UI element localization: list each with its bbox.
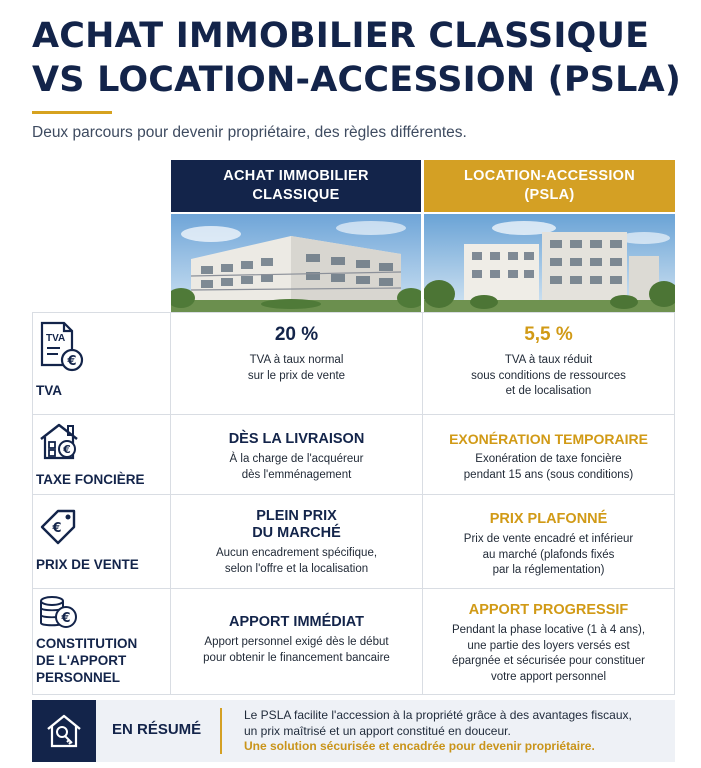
cell-desc-line: votre apport personnel bbox=[490, 670, 607, 683]
column-header-classic-line-2: CLASSIQUE bbox=[252, 187, 340, 203]
row-label-prix-de-vente bbox=[32, 495, 170, 588]
row-label-text: DE L'APPORT bbox=[36, 653, 127, 668]
title-accent-rule bbox=[32, 111, 112, 114]
row-label-text: PERSONNEL bbox=[36, 670, 121, 685]
cell-desc-line: au marché (plafonds fixés bbox=[482, 548, 615, 561]
cell-classic-tva bbox=[171, 323, 422, 384]
row-label-tva bbox=[32, 313, 170, 414]
cell-classic-taxe-fonciere bbox=[171, 430, 422, 483]
coin-stack-euro-icon bbox=[38, 593, 78, 638]
cell-desc-line: À la charge de l'acquéreur bbox=[229, 453, 364, 465]
cell-desc-line: TVA à taux normal bbox=[249, 354, 344, 366]
cell-desc-line: Exonération de taxe foncière bbox=[475, 453, 622, 465]
cell-title: PRIX PLAFONNÉ bbox=[489, 511, 608, 527]
cell-desc-line: et de localisation bbox=[505, 385, 592, 397]
cell-title: DU MARCHÉ bbox=[252, 525, 341, 541]
cell-classic-apport bbox=[171, 613, 422, 666]
summary-badge bbox=[32, 700, 96, 762]
cell-desc-line: Aucun encadrement spécifique, bbox=[215, 547, 378, 559]
row-label-taxe-fonciere bbox=[32, 415, 170, 494]
tva-icon-text: TVA bbox=[46, 333, 66, 344]
cell-desc-line: pendant 15 ans (sous conditions) bbox=[463, 468, 634, 481]
summary-highlight: Une solution sécurisée et encadrée pour devenir propriétaire. bbox=[244, 739, 595, 753]
column-header-classic bbox=[171, 160, 421, 212]
cell-desc-line: dès l'emménagement bbox=[241, 468, 352, 481]
column-header-psla-line-2: (PSLA) bbox=[524, 187, 575, 203]
cell-title: PLEIN PRIX bbox=[256, 508, 337, 524]
svg-text:€: € bbox=[52, 521, 62, 536]
row-label-apport-personnel bbox=[32, 589, 170, 694]
cell-title: APPORT IMMÉDIAT bbox=[228, 614, 365, 630]
svg-text:€: € bbox=[61, 611, 71, 626]
cell-psla-prix-de-vente bbox=[423, 510, 674, 579]
cell-desc-line: selon l'offre et la localisation bbox=[224, 562, 369, 575]
cell-title: 20 % bbox=[274, 324, 319, 345]
cell-desc-line: sous conditions de ressources bbox=[471, 369, 626, 382]
row-label-text: TAXE FONCIÈRE bbox=[36, 472, 145, 487]
tva-document-euro-icon bbox=[38, 321, 88, 378]
summary-title: EN RÉSUMÉ bbox=[112, 721, 202, 738]
cell-desc-line: TVA à taux réduit bbox=[504, 354, 593, 366]
cell-desc-line: une partie des loyers versés est bbox=[467, 639, 630, 652]
summary-line: un prix maîtrisé et un apport constitué en douceur. bbox=[244, 723, 511, 738]
cell-desc-line: épargnée et sécurisée pour constituer bbox=[451, 655, 646, 667]
cell-title: EXONÉRATION TEMPORAIRE bbox=[449, 431, 648, 447]
page-title-line-2: VS LOCATION-ACCESSION (PSLA) bbox=[32, 60, 682, 100]
page-title bbox=[32, 14, 682, 102]
table-border-bottom bbox=[32, 694, 675, 695]
summary-divider bbox=[220, 708, 222, 754]
cell-title: 5,5 % bbox=[524, 324, 573, 345]
svg-text:€: € bbox=[63, 443, 71, 456]
cell-classic-prix-de-vente bbox=[171, 508, 422, 577]
building-photo-classic bbox=[171, 214, 421, 312]
cell-desc-line: sur le prix de vente bbox=[247, 369, 346, 382]
row-label-text: CONSTITUTION bbox=[36, 636, 138, 651]
cell-desc-line: par la réglementation) bbox=[492, 564, 605, 576]
cell-title: DÈS LA LIVRAISON bbox=[228, 431, 365, 447]
summary-text bbox=[244, 708, 632, 755]
summary-banner bbox=[32, 700, 675, 762]
column-header-psla bbox=[424, 160, 675, 212]
price-tag-euro-icon bbox=[38, 505, 82, 550]
building-photo-psla bbox=[424, 214, 675, 312]
cell-psla-taxe-fonciere bbox=[423, 430, 674, 483]
summary-line: Le PSLA facilite l'accession à la propriété grâce à des avantages fiscaux, bbox=[244, 708, 632, 722]
page-title-line-1: ACHAT IMMOBILIER CLASSIQUE bbox=[32, 16, 650, 56]
row-label-text: PRIX DE VENTE bbox=[36, 557, 139, 572]
svg-text:€: € bbox=[67, 354, 77, 369]
cell-title: APPORT PROGRESSIF bbox=[468, 602, 629, 618]
house-euro-icon bbox=[38, 421, 84, 466]
cell-desc-line: Pendant la phase locative (1 à 4 ans), bbox=[451, 624, 646, 636]
table-border-right bbox=[674, 312, 675, 694]
page-subtitle: Deux parcours pour devenir propriétaire, des règles différentes. bbox=[32, 124, 467, 141]
column-header-classic-line-1: ACHAT IMMOBILIER bbox=[223, 168, 369, 184]
cell-psla-apport bbox=[423, 601, 674, 685]
cell-desc-line: pour obtenir le financement bancaire bbox=[203, 651, 390, 664]
row-label-text: TVA bbox=[36, 383, 62, 398]
column-header-psla-line-1: LOCATION-ACCESSION bbox=[463, 168, 636, 184]
cell-desc-line: Apport personnel exigé dès le début bbox=[204, 636, 389, 648]
house-key-icon bbox=[44, 711, 84, 751]
cell-psla-tva bbox=[423, 323, 674, 400]
cell-desc-line: Prix de vente encadré et inférieur bbox=[463, 533, 634, 545]
